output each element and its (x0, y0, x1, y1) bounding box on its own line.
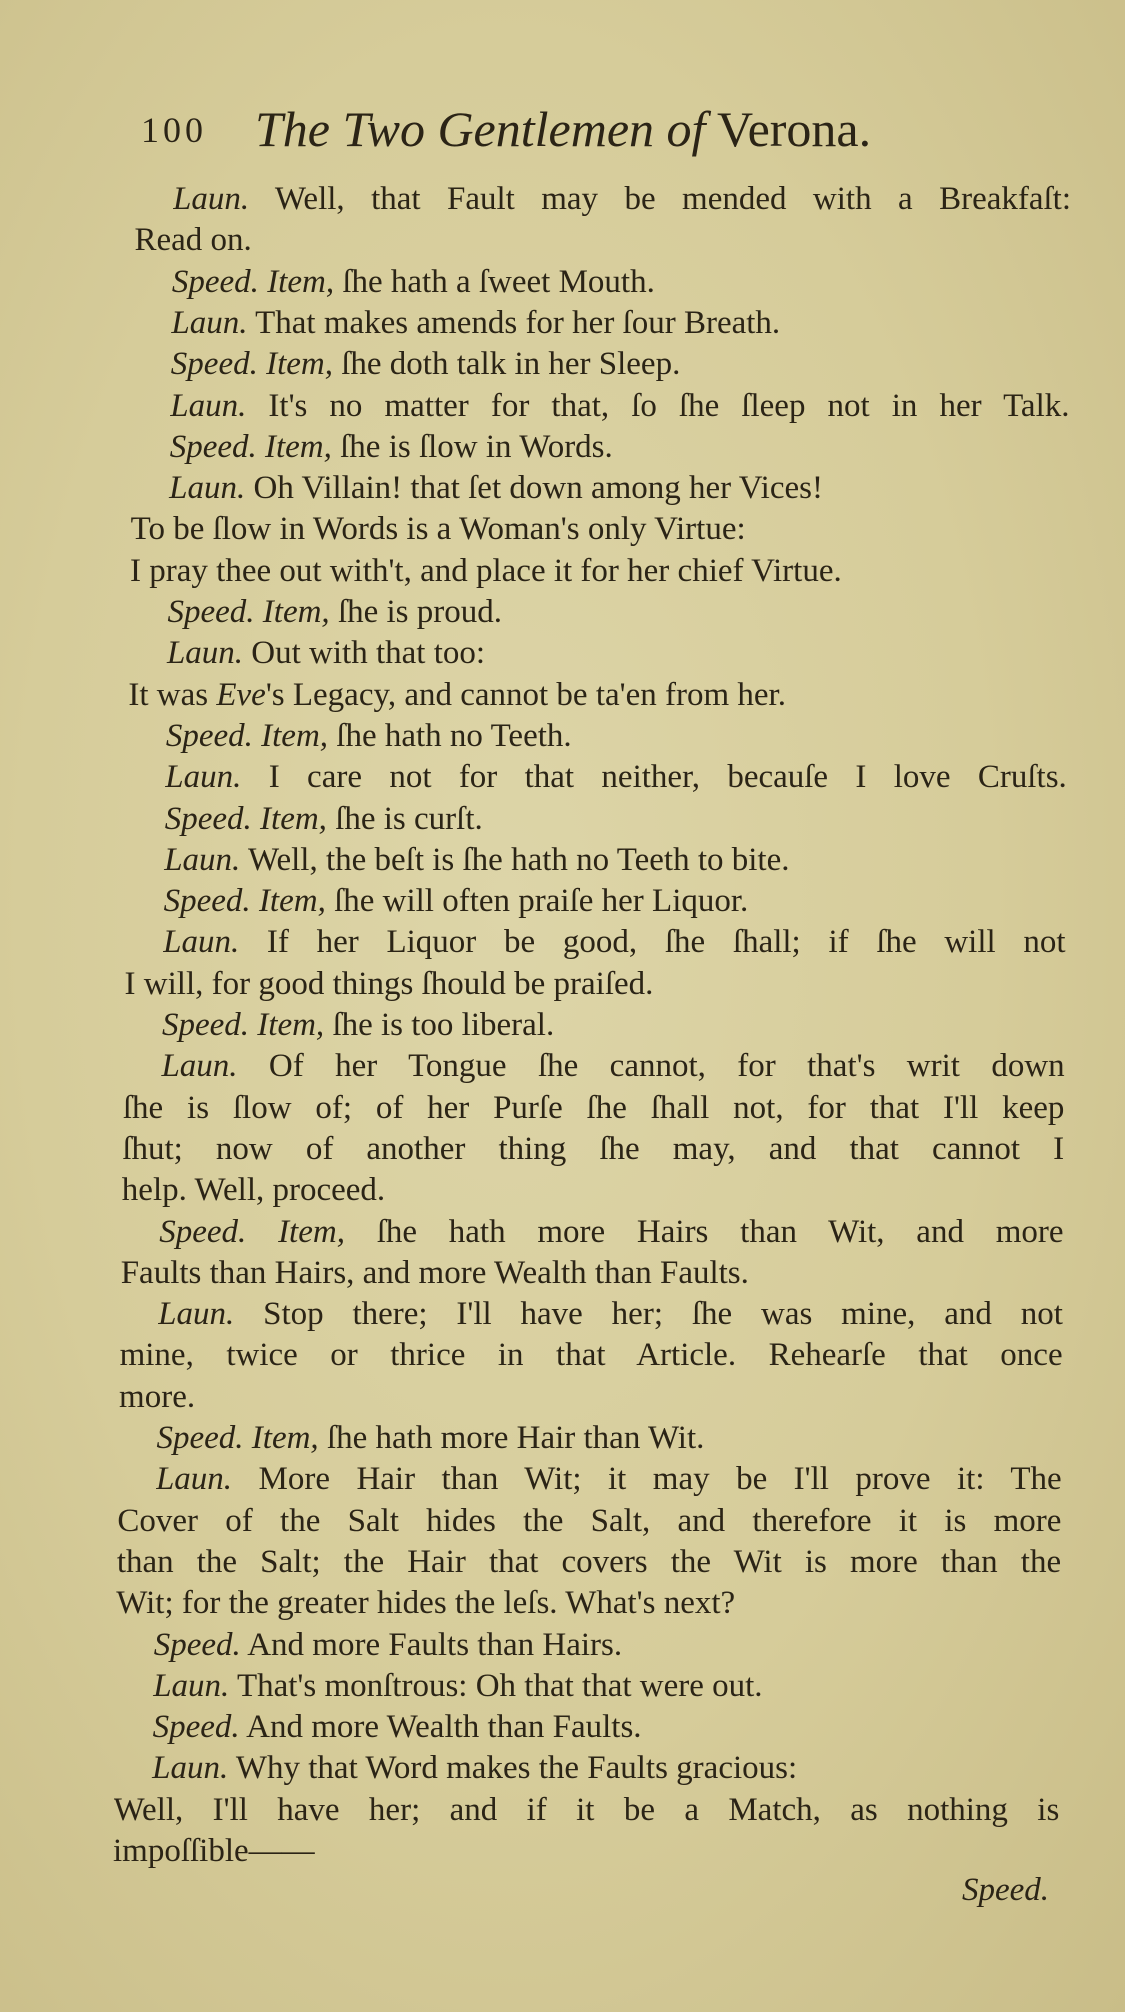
text-line (122, 1128, 1064, 1170)
line-text: It's no matter for that, ſo ſhe ſleep not in her Talk. (246, 387, 1070, 424)
line-text: ſhe is ſlow in Words. (331, 428, 613, 465)
speaker-name: Laun. (170, 387, 247, 424)
line-text (251, 883, 259, 919)
text-line (171, 343, 1070, 385)
italic-text: Item, (267, 263, 335, 300)
line-text: Stop there; I'll have her; ſhe was mine, and not (234, 1296, 1063, 1333)
text-line (125, 963, 1066, 1005)
speaker-name: Laun. (155, 1461, 233, 1498)
line-text: ſhe is proud. (329, 594, 503, 630)
text-line (156, 1458, 1062, 1500)
line-text: Out with that too: (243, 635, 486, 672)
text-line (173, 178, 1071, 220)
text-line (170, 426, 1070, 468)
speaker-name: Laun. (158, 1296, 235, 1333)
line-text: Oh Villain! that ſet down among her Vices! (245, 470, 823, 507)
text-line (117, 1541, 1061, 1583)
speaker-name: Speed. (156, 1420, 244, 1456)
line-text (258, 346, 266, 382)
line-text: ſhe is ſlow of; of her Purſe ſhe ſhall not, for that I'll keep (122, 1089, 1065, 1126)
speaker-name: Laun. (153, 1667, 230, 1704)
speaker-name: Laun. (163, 924, 240, 961)
line-text: ſhe doth talk in her Sleep. (332, 346, 681, 383)
line-text: That's monſtrous: Oh that that were out. (229, 1667, 763, 1704)
line-text: To be ſlow in Words is a Woman's only Virtue: (130, 511, 746, 548)
text-line (168, 591, 1069, 633)
catchword: Speed. (962, 1872, 1050, 1908)
line-text: ſhe is too liberal. (324, 1007, 555, 1043)
text-line (121, 1252, 1064, 1294)
line-text (255, 594, 263, 630)
line-text: Faults than Hairs, and more Wealth than Faults. (120, 1254, 749, 1291)
line-text: I pray thee out with't, and place it for her chief Virtue. (130, 552, 842, 589)
text-line (117, 1500, 1061, 1542)
line-text (244, 1420, 252, 1456)
line-text: And more Wealth than Faults. (239, 1709, 642, 1746)
running-header (141, 100, 941, 160)
text-line (134, 219, 1070, 261)
line-text: ſhe is curſt. (326, 800, 483, 837)
text-line (171, 302, 1070, 344)
line-text: ſhe hath a ſweet Mouth. (334, 263, 655, 300)
line-text: ſhe hath more Hairs than Wit, and more (344, 1213, 1064, 1250)
line-text: Well, the beſt is ſhe hath no Teeth to bite. (240, 841, 790, 878)
text-line (116, 1582, 1061, 1624)
speaker-name: Laun. (169, 470, 246, 507)
text-line (120, 1334, 1063, 1376)
line-text: help. Well, proceed. (121, 1172, 386, 1209)
line-text: Wit; for the greater hides the leſs. What's next? (116, 1585, 736, 1622)
speaker-name: Laun. (173, 181, 250, 217)
line-text: mine, twice or thrice in that Article. Rehearſe that once (119, 1337, 1063, 1374)
text-line (152, 1747, 1060, 1789)
line-text: I will, for good things ſhould be praiſed. (124, 965, 654, 1002)
line-text: And more Faults than Hairs. (240, 1626, 623, 1663)
text-line (158, 1293, 1063, 1335)
speaker-name: Speed. (163, 883, 251, 920)
italic-text: Eve (216, 676, 266, 713)
italic-text: Item, (266, 346, 333, 383)
line-text: If her Liquor be good, ſhe ſhall; if ſhe will not (239, 924, 1066, 961)
text-line (165, 756, 1067, 798)
text-line (130, 550, 1068, 592)
text-line (164, 839, 1066, 881)
italic-text: Item, (261, 717, 329, 754)
text-line (161, 1045, 1064, 1087)
text-line (128, 674, 1067, 716)
text-line (123, 1087, 1065, 1129)
line-text: That makes amends for her ſour Breath. (247, 304, 781, 341)
speaker-name: Laun. (171, 304, 248, 341)
speaker-name: Speed. (171, 263, 259, 300)
italic-text: Item, (258, 883, 326, 920)
italic-text: Item, (262, 594, 330, 630)
line-text: 's Legacy, and cannot be ta'en from her. (265, 676, 786, 713)
line-text: ſhe hath no Teeth. (328, 717, 572, 754)
text-line (169, 467, 1069, 509)
text-line (122, 1169, 1064, 1211)
speaker-name: Speed. (153, 1626, 241, 1663)
speaker-name: Laun. (164, 841, 241, 878)
header-title-italic: The Two Gentlemen of (255, 101, 706, 157)
text-line (154, 1624, 1061, 1666)
text-line (164, 880, 1066, 922)
speaker-name: Speed. (169, 428, 257, 465)
italic-text: Item, (257, 1007, 325, 1043)
speaker-name: Laun. (165, 759, 242, 796)
text-line (170, 385, 1069, 427)
speaker-name: Laun. (161, 1048, 238, 1085)
speaker-name: Speed. (159, 1213, 247, 1250)
speaker-name: Speed. (162, 1007, 250, 1043)
line-text: More Hair than Wit; it may be I'll prove it: The (232, 1461, 1062, 1498)
text-line (167, 632, 1068, 674)
speaker-name: Speed. (165, 717, 253, 754)
line-text: than the Salt; the Hair that covers the Wit is more than the (116, 1543, 1062, 1580)
header-title-roman: Verona. (705, 101, 872, 157)
italic-text: Item, (260, 800, 327, 837)
line-text: Cover of the Salt hides the Salt, and therefore it is more (117, 1502, 1062, 1539)
line-text: Why that Word makes the Faults gracious: (228, 1750, 798, 1787)
line-text (259, 264, 267, 300)
line-text: impoſſible—— (113, 1833, 315, 1869)
text-line (162, 1004, 1065, 1046)
line-text (257, 429, 265, 465)
speaker-name: Laun. (166, 635, 244, 672)
page-number: 100 (141, 110, 207, 150)
italic-text: Item, (251, 1420, 319, 1456)
italic-text: Item, (278, 1213, 345, 1250)
text-line (153, 1706, 1060, 1748)
text-line (172, 261, 1071, 303)
line-text: Well, that Fault may be mended with a Breakfaſt: (249, 181, 1071, 217)
line-text (253, 718, 261, 754)
speaker-name: Speed. (170, 346, 258, 383)
text-line (157, 1417, 1063, 1459)
text-line (113, 1830, 1059, 1872)
line-text: more. (119, 1378, 196, 1415)
line-text: ſhe will often praiſe her Liquor. (325, 883, 749, 920)
text-line (114, 1789, 1060, 1831)
text-line (165, 798, 1067, 840)
line-text: It was (128, 676, 217, 713)
line-text: ſhe hath more Hair than Wit. (318, 1420, 705, 1456)
italic-text: Item, (264, 428, 332, 465)
speaker-name: Speed. (152, 1709, 240, 1746)
line-text: I care not for that neither, becauſe I love Cruſts. (241, 759, 1067, 796)
speaker-name: Speed. (167, 594, 255, 630)
line-text: Well, I'll have her; and if it be a Match, as nothing is (113, 1791, 1060, 1828)
text-line (131, 508, 1069, 550)
line-text: Read on. (134, 222, 252, 259)
text-line (163, 921, 1066, 963)
speaker-name: Speed. (164, 800, 252, 837)
line-text (246, 1214, 278, 1250)
text-line (159, 1211, 1063, 1253)
line-text: Of her Tongue ſhe cannot, for that's writ down (237, 1048, 1065, 1085)
speaker-name: Laun. (152, 1750, 229, 1787)
text-line (119, 1376, 1062, 1418)
line-text (252, 801, 260, 837)
text-line (153, 1665, 1060, 1707)
line-text: ſhut; now of another thing ſhe may, and that cannot I (122, 1130, 1065, 1167)
text-line (166, 715, 1067, 757)
